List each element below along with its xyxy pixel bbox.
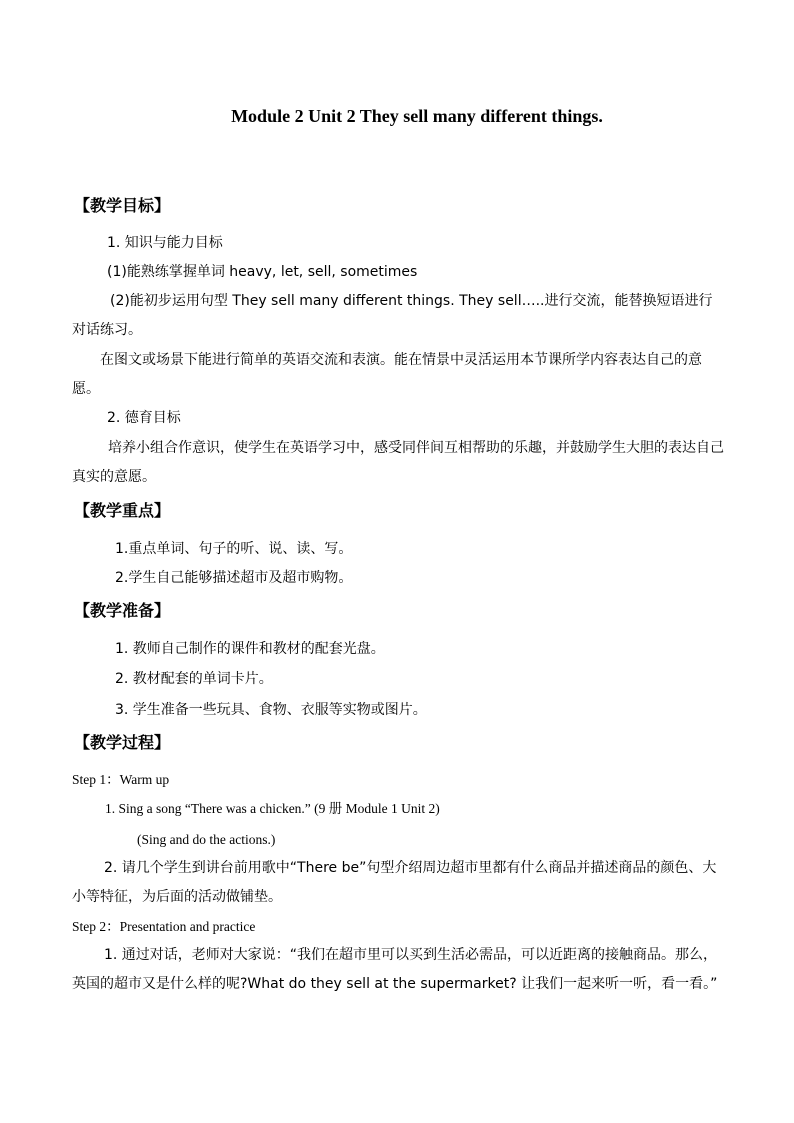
objective-item-1-sub-2: (2)能初步运用句型 They sell many different things. They sell…..进行交流，能替换短语进行对话练习。 <box>72 293 713 338</box>
objective-item-1-sub-3: 在图文或场景下能进行简单的英语交流和表演。能在情景中灵活运用本节课所学内容表达自己的意愿。 <box>72 352 702 397</box>
objective-item-2-sub-1: 培养小组合作意识，使学生在英语学习中，感受同伴间互相帮助的乐趣，并鼓励学生大胆的表达自己真实的意愿。 <box>72 440 724 485</box>
section-heading-key-points: 【教学重点】 <box>74 501 171 520</box>
section-heading-objectives: 【教学目标】 <box>74 196 171 215</box>
section-heading-preparation: 【教学准备】 <box>74 601 171 620</box>
objective-item-1-sub-1: (1)能熟练掌握单词 heavy, let, sell, sometimes <box>107 264 418 280</box>
process-step-1-item-2: 2. 请几个学生到讲台前用歌中“There be”句型介绍周边超市里都有什么商品并描述商品的颜色、大小等特征，为后面的活动做铺垫。 <box>72 860 717 905</box>
section-heading-process: 【教学过程】 <box>74 733 171 752</box>
preparation-item-2: 2. 教材配套的单词卡片。 <box>115 671 273 687</box>
key-point-item-1: 1.重点单词、句子的听、说、读、写。 <box>115 541 353 557</box>
key-point-item-2: 2.学生自己能够描述超市及超市购物。 <box>115 570 353 586</box>
process-step-2: Step 2：Presentation and practice <box>72 919 256 934</box>
process-step-1: Step 1：Warm up <box>72 772 170 787</box>
preparation-item-1: 1. 教师自己制作的课件和教材的配套光盘。 <box>115 641 385 657</box>
page-title: Module 2 Unit 2 They sell many different things. <box>231 106 603 126</box>
process-step-1-item-1: 1. Sing a song “There was a chicken.” (9 册 Module 1 Unit 2) <box>105 801 440 816</box>
objective-item-2: 2. 德育目标 <box>107 410 181 426</box>
preparation-item-3: 3. 学生准备一些玩具、食物、衣服等实物或图片。 <box>115 702 427 718</box>
process-step-2-item-1: 1. 通过对话，老师对大家说：“我们在超市里可以买到生活必需品，可以近距离的接触商品。那么，英国的超市又是什么样的呢?What do they sell at the supermarket? 让我们一起来听一听，看一看。” <box>72 947 718 992</box>
objective-item-1: 1. 知识与能力目标 <box>107 235 223 251</box>
process-step-1-item-1-note: (Sing and do the actions.) <box>137 832 276 847</box>
